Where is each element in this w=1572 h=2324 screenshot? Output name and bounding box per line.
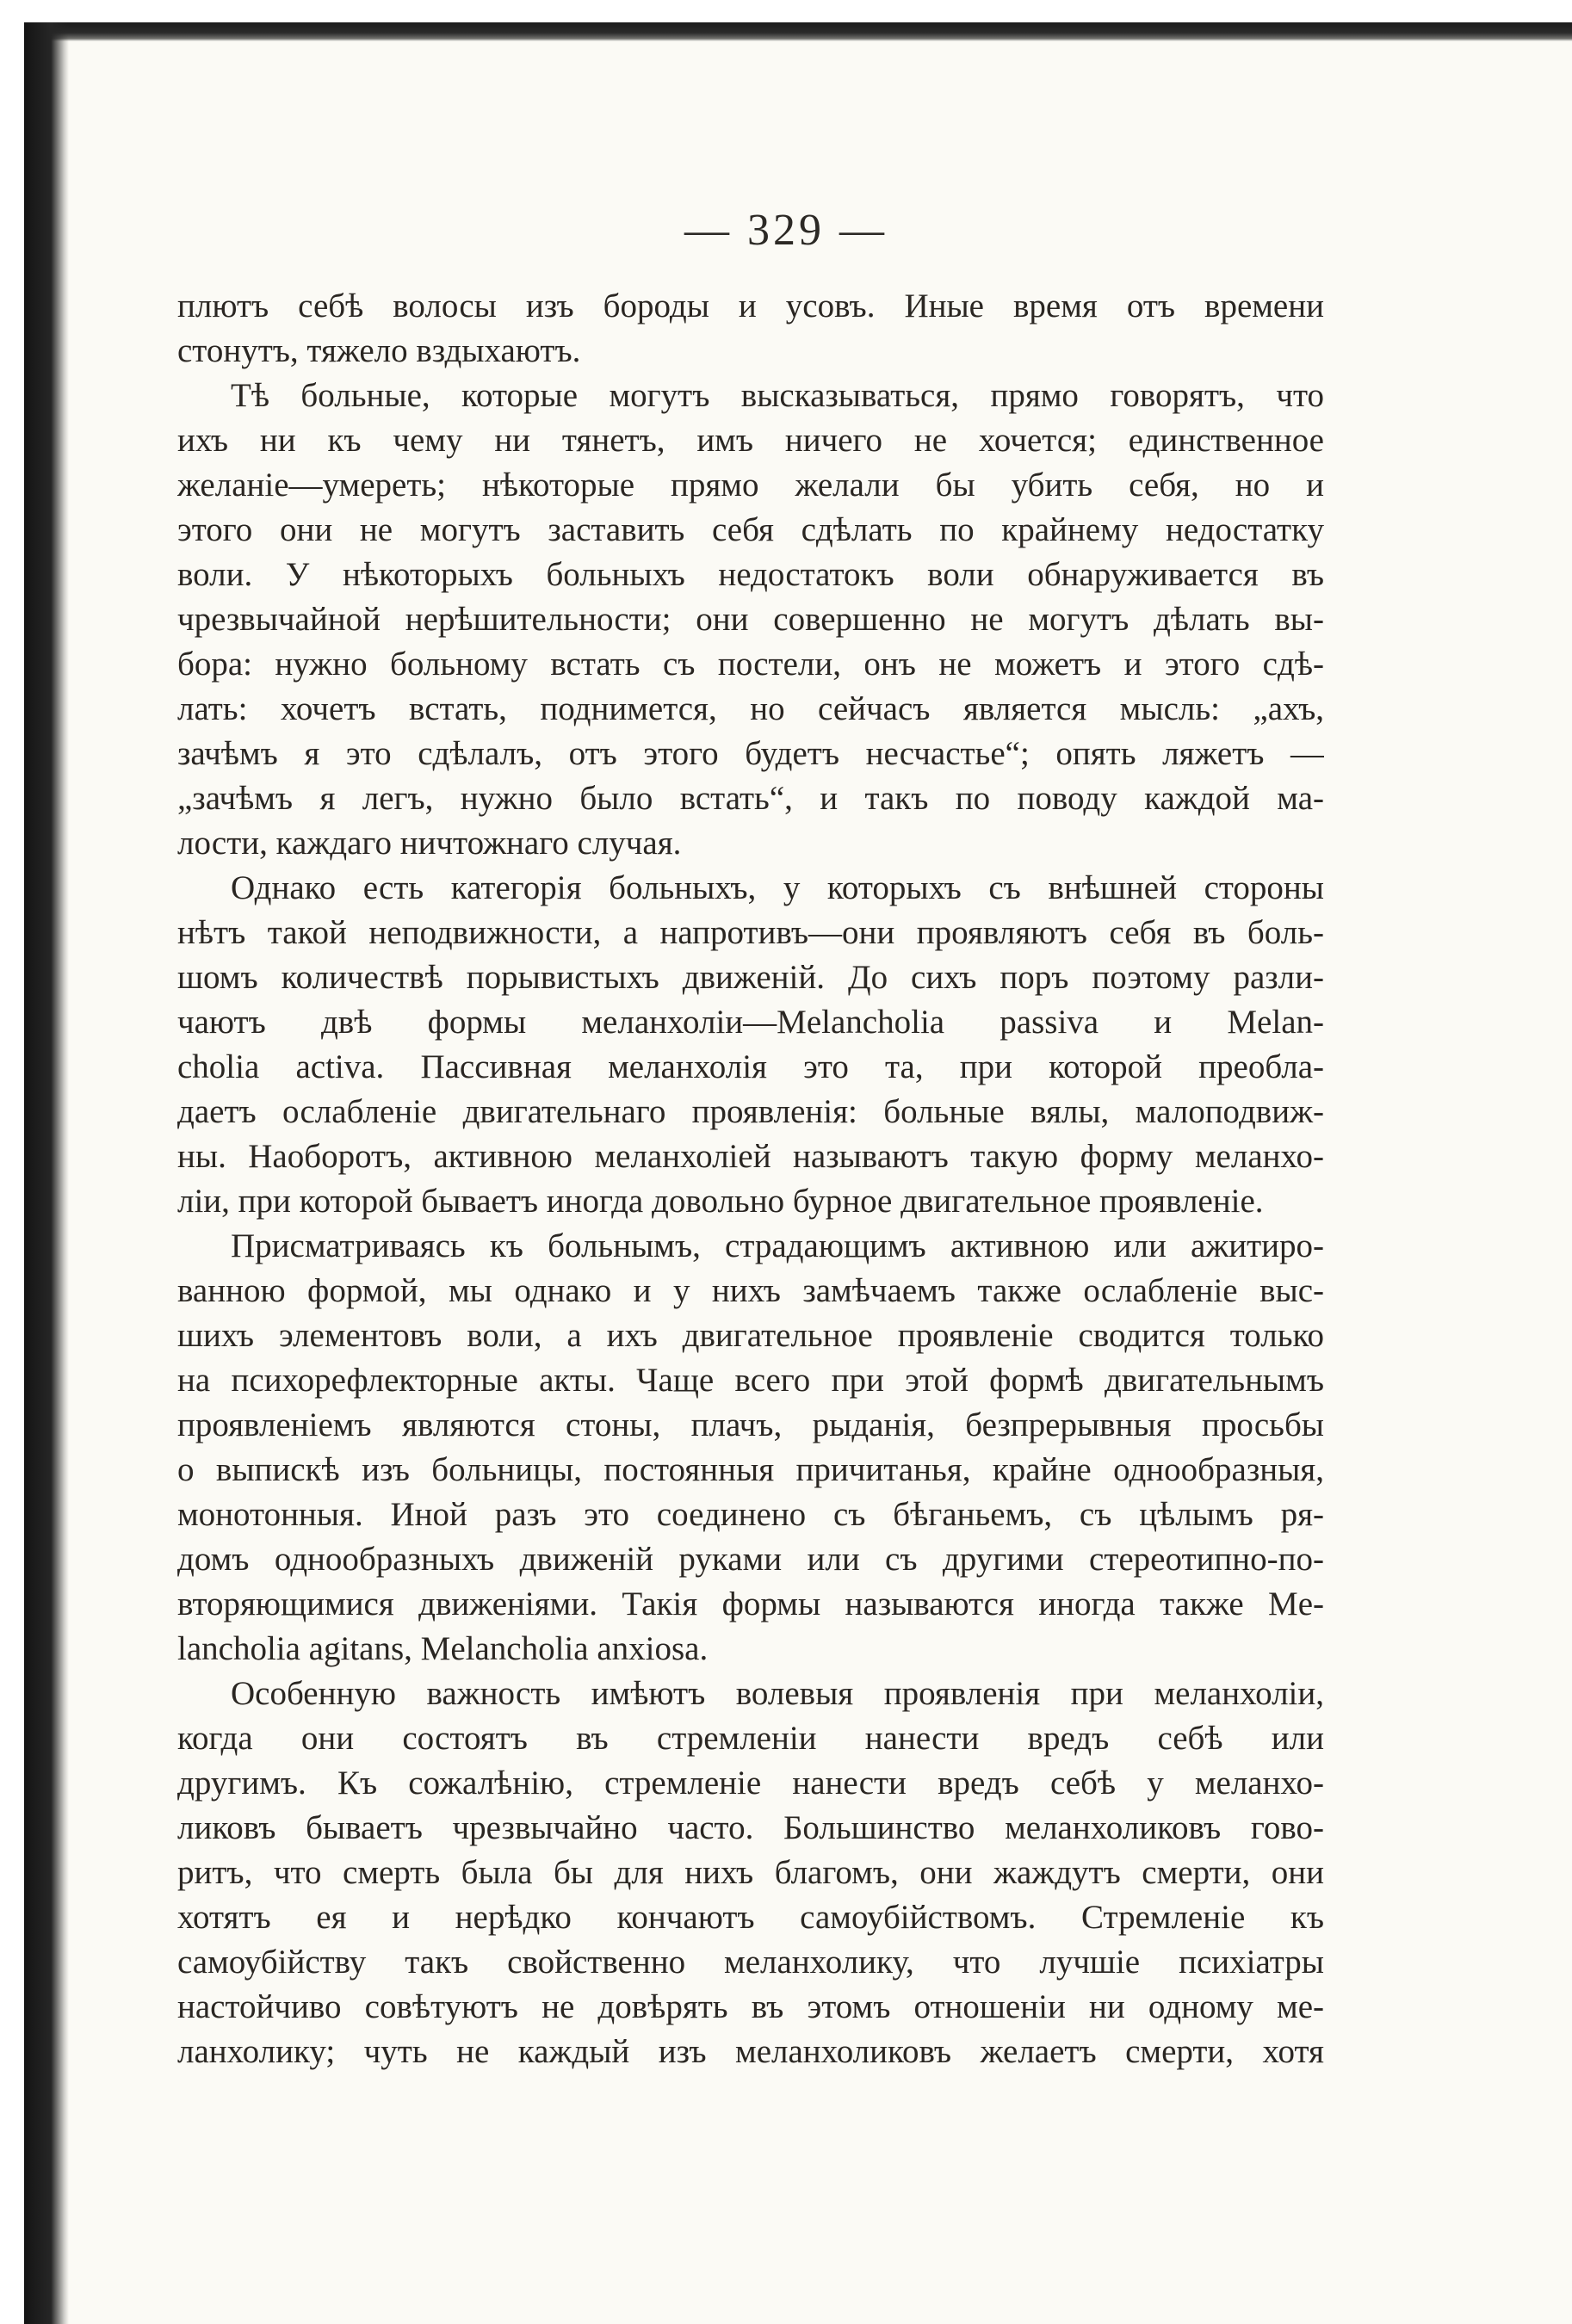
text-line: зачѣмъ я это сдѣлалъ, отъ этого будетъ несчастье“; опять ляжетъ — [177,735,1324,772]
text-line: ванною формой, мы однако и у нихъ замѣчаемъ также ослабленіе выс- [177,1272,1324,1309]
text-line: Однако есть категорія больныхъ, у которыхъ съ внѣшней стороны [231,869,1324,906]
text-line: лости, каждаго ничтожнаго случая. [177,825,682,862]
body-text [177,284,1324,2074]
text-line: воли. У нѣкоторыхъ больныхъ недостатокъ воли обнаруживается въ [177,556,1324,593]
text-line: когда они состоятъ въ стремленіи нанести вредъ себѣ или [177,1720,1324,1757]
scan-top-edge [24,22,1572,41]
text-line: настойчиво совѣтуютъ не довѣрять въ этомъ отношеніи ни одному ме- [177,1988,1324,2025]
text-line: ликовъ бываетъ чрезвычайно часто. Большинство меланхоликовъ гово- [177,1809,1324,1846]
text-line: о выпискѣ изъ больницы, постоянныя причитанья, крайне однообразныя, [177,1451,1324,1488]
text-line: даетъ ослабленіе двигательнаго проявленія: больные вялы, малоподвиж- [177,1093,1324,1130]
text-line: ліи, при которой бываетъ иногда довольно бурное двигательное проявленіе. [177,1183,1264,1220]
text-line: желаніе—умереть; нѣкоторые прямо желали бы убить себя, но и [177,467,1324,504]
text-line: Особенную важность имѣютъ волевыя проявленія при меланхоліи, [231,1675,1324,1712]
text-line: ихъ ни къ чему ни тянетъ, имъ ничего не хочется; единственное [177,422,1324,459]
text-line: лать: хочетъ встать, поднимется, но сейчасъ является мысль: „ахъ, [177,690,1324,727]
text-line: бора: нужно больному встать съ постели, онъ не можетъ и этого сдѣ- [177,646,1324,683]
text-line: хотятъ ея и нерѣдко кончаютъ самоубійствомъ. Стремленіе къ [177,1899,1324,1936]
text-line: „зачѣмъ я легъ, нужно было встать“, и такъ по поводу каждой ма- [177,780,1324,817]
text-line: Тѣ больные, которые могутъ высказываться, прямо говорятъ, что [231,377,1324,414]
text-line: плютъ себѣ волосы изъ бороды и усовъ. Иные время отъ времени [177,287,1324,324]
text-line: lancholia agitans, Melancholia anxiosa. [177,1630,709,1667]
text-line: ны. Наоборотъ, активною меланхоліей называютъ такую форму меланхо- [177,1138,1324,1175]
scan-left-edge [24,22,69,2324]
text-line: ритъ, что смерть была бы для нихъ благомъ, они жаждутъ смерти, они [177,1854,1324,1891]
text-line: монотонныя. Иной разъ это соединено съ бѣганьемъ, съ цѣлымъ ря- [177,1496,1324,1533]
text-line: нѣтъ такой неподвижности, а напротивъ—они проявляютъ себя въ боль- [177,914,1324,951]
text-line: Присматриваясь къ больнымъ, страдающимъ активною или ажитиро- [231,1227,1324,1264]
text-line: проявленіемъ являются стоны, плачъ, рыданія, безпрерывныя просьбы [177,1406,1324,1443]
text-line: вторяющимися движеніями. Такія формы называются иногда также Me- [177,1585,1324,1622]
text-line: домъ однообразныхъ движеній руками или съ другими стереотипно-по- [177,1541,1324,1578]
text-line: шихъ элементовъ воли, а ихъ двигательное проявленіе сводится только [177,1317,1324,1354]
text-line: шомъ количествѣ порывистыхъ движеній. До сихъ поръ поэтому разли- [177,959,1324,996]
text-line: этого они не могутъ заставить себя сдѣлать по крайнему недостатку [177,511,1324,548]
text-line: чрезвычайной нерѣшительности; они совершенно не могутъ дѣлать вы- [177,601,1324,638]
text-line: на психорефлекторные акты. Чаще всего при этой формѣ двигательнымъ [177,1362,1324,1399]
page-number: — 329 — [684,206,888,255]
text-line: ланхолику; чуть не каждый изъ меланхоликовъ желаетъ смерти, хотя [177,2033,1324,2070]
text-line: чаютъ двѣ формы меланхоліи—Melancholia passiva и Melan- [177,1004,1324,1041]
text-line: другимъ. Къ сожалѣнію, стремленіе нанести вредъ себѣ у меланхо- [177,1765,1324,1802]
text-line: самоубійству такъ свойственно меланхолику, что лучшіе психіатры [177,1944,1324,1981]
text-line: cholia activa. Пассивная меланхолія это та, при которой преобла- [177,1048,1324,1085]
text-line: стонутъ, тяжело вздыхаютъ. [177,332,581,369]
